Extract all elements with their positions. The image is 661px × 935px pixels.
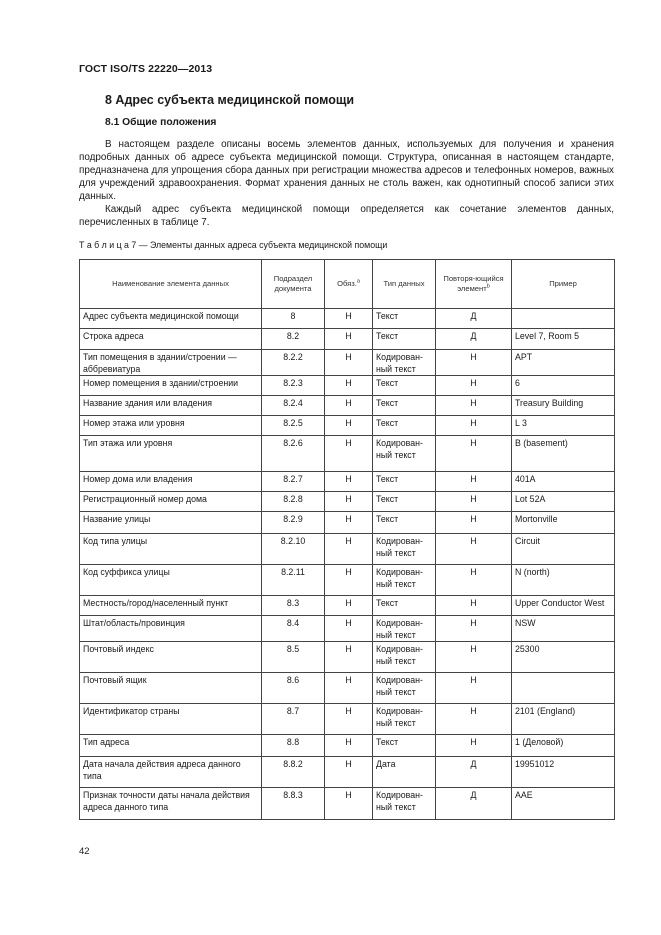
cell-data-type: Текст: [373, 512, 436, 534]
cell-example: 25300: [512, 642, 615, 673]
cell-example: 401A: [512, 472, 615, 492]
cell-data-type: Кодирован-ный текст: [373, 788, 436, 820]
cell-document-section: 8.2.5: [262, 416, 325, 436]
cell-repeating: Д: [436, 757, 512, 788]
table-row: [80, 704, 615, 735]
cell-obligatory: Н: [325, 436, 373, 472]
footnote-mark-b: b: [486, 283, 490, 290]
cell-obligatory: Н: [325, 329, 373, 350]
cell-repeating: Д: [436, 329, 512, 350]
cell-example: B (basement): [512, 436, 615, 472]
table-row: [80, 512, 615, 534]
cell-element-name: Тип помещения в здании/строении — аббревиатура: [80, 350, 262, 376]
cell-data-type: Кодирован-ный текст: [373, 673, 436, 704]
cell-repeating: Н: [436, 642, 512, 673]
cell-repeating: Д: [436, 788, 512, 820]
cell-data-type: Кодирован-ный текст: [373, 565, 436, 596]
cell-obligatory: Н: [325, 596, 373, 616]
cell-document-section: 8.5: [262, 642, 325, 673]
cell-data-type: Кодирован-ный текст: [373, 350, 436, 376]
cell-repeating: Н: [436, 596, 512, 616]
cell-obligatory: Н: [325, 704, 373, 735]
cell-obligatory: Н: [325, 788, 373, 820]
cell-repeating: Н: [436, 673, 512, 704]
table-row: [80, 350, 615, 376]
cell-obligatory: Н: [325, 616, 373, 642]
cell-data-type: Текст: [373, 472, 436, 492]
table-header-row: [80, 260, 615, 309]
cell-element-name: Номер дома или владения: [80, 472, 262, 492]
cell-repeating: Н: [436, 350, 512, 376]
cell-repeating: Н: [436, 472, 512, 492]
cell-element-name: Почтовый индекс: [80, 642, 262, 673]
cell-example: Level 7, Room 5: [512, 329, 615, 350]
cell-element-name: Идентификатор страны: [80, 704, 262, 735]
cell-obligatory: Н: [325, 673, 373, 704]
cell-document-section: 8.6: [262, 673, 325, 704]
cell-repeating: Н: [436, 534, 512, 565]
cell-document-section: 8.2: [262, 329, 325, 350]
cell-repeating: Н: [436, 565, 512, 596]
cell-example: 1 (Деловой): [512, 735, 615, 757]
cell-document-section: 8.2.8: [262, 492, 325, 512]
cell-element-name: Номер помещения в здании/строении: [80, 376, 262, 396]
cell-example: AAE: [512, 788, 615, 820]
table-row: [80, 472, 615, 492]
table-row: [80, 616, 615, 642]
cell-example: 2101 (England): [512, 704, 615, 735]
cell-element-name: Название улицы: [80, 512, 262, 534]
cell-repeating: Н: [436, 735, 512, 757]
table-caption: Т а б л и ц а 7 — Элементы данных адреса субъекта медицинской помощи: [79, 240, 388, 250]
cell-element-name: Почтовый ящик: [80, 673, 262, 704]
footnote-mark-a: a: [356, 278, 360, 285]
data-elements-table: [79, 259, 615, 820]
table-row: [80, 396, 615, 416]
header-element-name: Наименование элемента данных: [80, 260, 262, 309]
cell-document-section: 8: [262, 309, 325, 329]
cell-repeating: Н: [436, 436, 512, 472]
cell-data-type: Текст: [373, 735, 436, 757]
table-row: [80, 329, 615, 350]
cell-example: Treasury Building: [512, 396, 615, 416]
header-obligatory: [325, 260, 373, 309]
table-row: [80, 735, 615, 757]
cell-document-section: 8.2.2: [262, 350, 325, 376]
cell-element-name: Название здания или владения: [80, 396, 262, 416]
cell-repeating: Н: [436, 512, 512, 534]
header-example: Пример: [512, 260, 615, 309]
cell-example: Lot 52A: [512, 492, 615, 512]
cell-obligatory: Н: [325, 472, 373, 492]
cell-document-section: 8.2.11: [262, 565, 325, 596]
header-data-type: Тип данных: [373, 260, 436, 309]
cell-element-name: Адрес субъекта медицинской помощи: [80, 309, 262, 329]
paragraph-intro: В настоящем разделе описаны восемь элементов данных, используемых для получения и хранения подробных данных об адресе субъекта медицинской помощи. Структура, описанная в настоящем стандарте, предназначена для упрощения сбора данных при регистрации множества адресов и телефонных номеров, важных для учреждений здравоохранения. Формат хранения данных не столь важен, как однотипный способ записи этих данных.: [79, 139, 614, 202]
cell-repeating: Н: [436, 376, 512, 396]
page-number: 42: [79, 846, 90, 857]
cell-repeating: Н: [436, 704, 512, 735]
cell-element-name: Местность/город/населенный пункт: [80, 596, 262, 616]
cell-obligatory: Н: [325, 565, 373, 596]
cell-example: Circuit: [512, 534, 615, 565]
cell-repeating: Н: [436, 492, 512, 512]
cell-document-section: 8.2.6: [262, 436, 325, 472]
table-row: [80, 309, 615, 329]
cell-example: [512, 673, 615, 704]
cell-data-type: Текст: [373, 492, 436, 512]
cell-element-name: Код типа улицы: [80, 534, 262, 565]
cell-data-type: Кодирован-ный текст: [373, 616, 436, 642]
cell-obligatory: Н: [325, 642, 373, 673]
cell-element-name: Код суффикса улицы: [80, 565, 262, 596]
cell-obligatory: Н: [325, 350, 373, 376]
table-row: [80, 436, 615, 472]
cell-data-type: Кодирован-ный текст: [373, 534, 436, 565]
cell-document-section: 8.8: [262, 735, 325, 757]
table-row: [80, 565, 615, 596]
cell-example: Mortonville: [512, 512, 615, 534]
cell-obligatory: Н: [325, 757, 373, 788]
cell-example: NSW: [512, 616, 615, 642]
cell-data-type: Кодирован-ный текст: [373, 436, 436, 472]
cell-obligatory: Н: [325, 492, 373, 512]
cell-element-name: Строка адреса: [80, 329, 262, 350]
cell-example: [512, 309, 615, 329]
subsection-title: 8.1 Общие положения: [105, 117, 217, 128]
table-row: [80, 596, 615, 616]
document-header: ГОСТ ISO/TS 22220—2013: [79, 63, 213, 75]
cell-document-section: 8.8.3: [262, 788, 325, 820]
header-document-section: Подраздел документа: [262, 260, 325, 309]
table-row: [80, 788, 615, 820]
cell-document-section: 8.7: [262, 704, 325, 735]
cell-element-name: Дата начала действия адреса данного типа: [80, 757, 262, 788]
cell-data-type: Текст: [373, 329, 436, 350]
cell-obligatory: Н: [325, 309, 373, 329]
cell-obligatory: Н: [325, 512, 373, 534]
cell-document-section: 8.2.7: [262, 472, 325, 492]
paragraph-table-reference: Каждый адрес субъекта медицинской помощи определяется как сочетание элементов данных, перечисленных в таблице 7.: [79, 204, 614, 228]
table-row: [80, 673, 615, 704]
cell-data-type: Дата: [373, 757, 436, 788]
cell-element-name: Номер этажа или уровня: [80, 416, 262, 436]
cell-data-type: Текст: [373, 376, 436, 396]
cell-element-name: Штат/область/провинция: [80, 616, 262, 642]
cell-obligatory: Н: [325, 396, 373, 416]
cell-obligatory: Н: [325, 376, 373, 396]
cell-document-section: 8.3: [262, 596, 325, 616]
cell-document-section: 8.2.10: [262, 534, 325, 565]
cell-data-type: Текст: [373, 396, 436, 416]
cell-element-name: Тип адреса: [80, 735, 262, 757]
cell-repeating: Н: [436, 416, 512, 436]
cell-example: N (north): [512, 565, 615, 596]
cell-data-type: Текст: [373, 416, 436, 436]
cell-obligatory: Н: [325, 534, 373, 565]
cell-document-section: 8.4: [262, 616, 325, 642]
header-repeating-element: [436, 260, 512, 309]
cell-example: 19951012: [512, 757, 615, 788]
cell-data-type: Текст: [373, 309, 436, 329]
table-row: [80, 376, 615, 396]
table-body: [80, 309, 615, 820]
section-title: 8 Адрес субъекта медицинской помощи: [105, 93, 355, 107]
cell-document-section: 8.8.2: [262, 757, 325, 788]
cell-data-type: Текст: [373, 596, 436, 616]
cell-data-type: Кодирован-ный текст: [373, 704, 436, 735]
cell-repeating: Н: [436, 616, 512, 642]
cell-example: 6: [512, 376, 615, 396]
table-row: [80, 642, 615, 673]
cell-element-name: Признак точности даты начала действия адреса данного типа: [80, 788, 262, 820]
header-repeating-label: Повторя-ющийся элемент: [443, 274, 504, 293]
cell-data-type: Кодирован-ный текст: [373, 642, 436, 673]
cell-example: L 3: [512, 416, 615, 436]
cell-element-name: Регистрационный номер дома: [80, 492, 262, 512]
cell-obligatory: Н: [325, 416, 373, 436]
table-row: [80, 534, 615, 565]
cell-document-section: 8.2.3: [262, 376, 325, 396]
cell-repeating: Н: [436, 396, 512, 416]
header-obligatory-label: Обяз.: [337, 279, 357, 288]
cell-document-section: 8.2.4: [262, 396, 325, 416]
table-row: [80, 492, 615, 512]
table-row: [80, 757, 615, 788]
cell-example: APT: [512, 350, 615, 376]
cell-document-section: 8.2.9: [262, 512, 325, 534]
cell-obligatory: Н: [325, 735, 373, 757]
cell-element-name: Тип этажа или уровня: [80, 436, 262, 472]
table-row: [80, 416, 615, 436]
cell-example: Upper Conductor West: [512, 596, 615, 616]
cell-repeating: Д: [436, 309, 512, 329]
